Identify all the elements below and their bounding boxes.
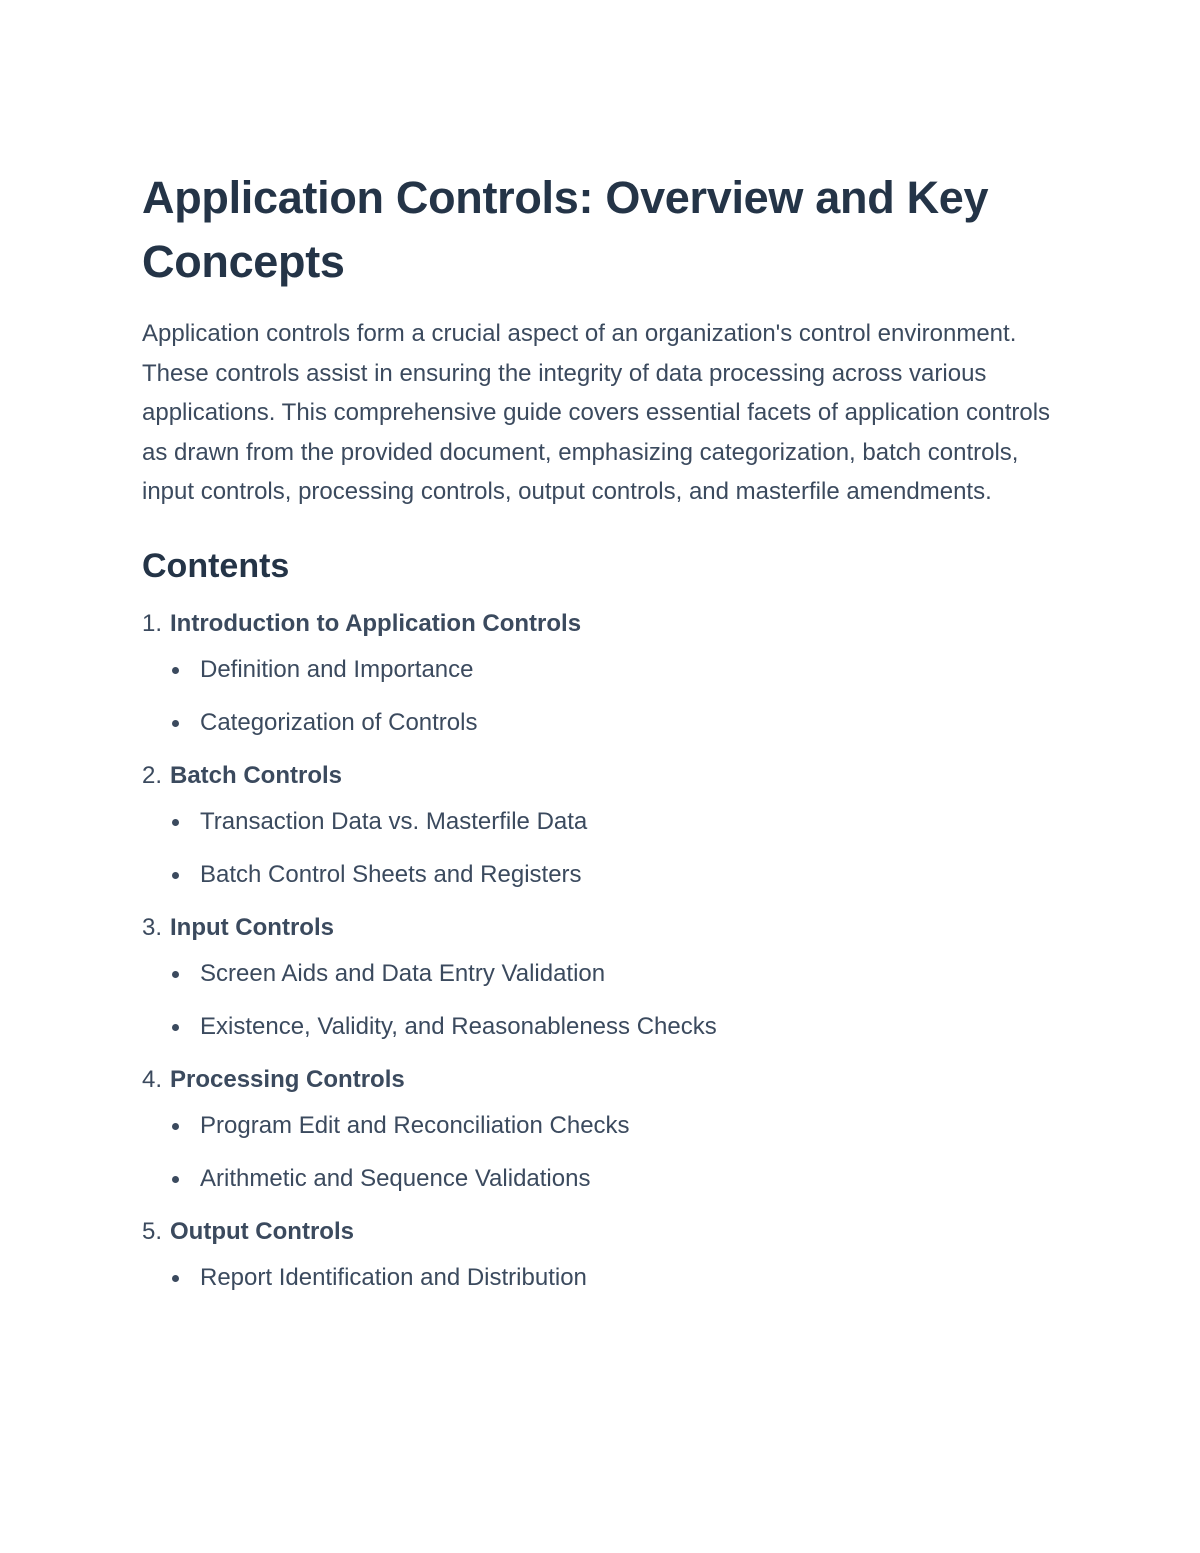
toc-subitem bbox=[142, 855, 1062, 895]
toc-subitem-label: Screen Aids and Data Entry Validation bbox=[200, 959, 606, 987]
toc-subitem-label: Categorization of Controls bbox=[200, 708, 478, 736]
bullet-icon bbox=[172, 1275, 179, 1282]
bullet-icon bbox=[172, 1024, 179, 1031]
toc-subitem bbox=[142, 650, 1062, 690]
toc-subitem bbox=[142, 954, 1062, 994]
toc-subitem-label: Batch Control Sheets and Registers bbox=[200, 860, 582, 888]
bullet-icon bbox=[172, 1176, 179, 1183]
bullet-icon bbox=[172, 667, 179, 674]
toc-subitem-label: Report Identification and Distribution bbox=[200, 1263, 587, 1291]
toc-subitem bbox=[142, 703, 1062, 743]
toc-subitems bbox=[142, 1106, 1062, 1199]
toc-subitem bbox=[142, 1106, 1062, 1146]
toc-section-title: Processing Controls bbox=[170, 1065, 405, 1093]
toc-subitem bbox=[142, 1007, 1062, 1047]
toc-subitems bbox=[142, 1258, 1062, 1298]
toc-section-heading bbox=[142, 908, 1062, 948]
toc-subitem-label: Arithmetic and Sequence Validations bbox=[200, 1164, 591, 1192]
toc-section-title: Batch Controls bbox=[170, 761, 343, 789]
toc-section bbox=[142, 756, 1062, 895]
toc-section-number: 2. bbox=[142, 761, 163, 789]
toc-subitem bbox=[142, 1258, 1062, 1298]
bullet-icon bbox=[172, 720, 179, 727]
toc-section-number: 5. bbox=[142, 1217, 163, 1245]
toc-subitem-label: Program Edit and Reconciliation Checks bbox=[200, 1111, 630, 1139]
bullet-icon bbox=[172, 971, 179, 978]
toc-section-heading bbox=[142, 604, 1062, 644]
toc-section bbox=[142, 604, 1062, 743]
toc-subitem bbox=[142, 802, 1062, 842]
document-page bbox=[142, 166, 1062, 1311]
toc-section bbox=[142, 1212, 1062, 1298]
toc-subitems bbox=[142, 650, 1062, 743]
toc-section bbox=[142, 908, 1062, 1047]
bullet-icon bbox=[172, 1123, 179, 1130]
toc-section-number: 1. bbox=[142, 609, 163, 637]
toc-section-title: Output Controls bbox=[170, 1217, 354, 1245]
toc-subitems bbox=[142, 954, 1062, 1047]
toc-section-heading bbox=[142, 756, 1062, 796]
page-title: Application Controls: Overview and Key Concepts bbox=[142, 172, 989, 287]
toc-section-title: Introduction to Application Controls bbox=[170, 609, 582, 637]
toc-subitems bbox=[142, 802, 1062, 895]
toc-section bbox=[142, 1060, 1062, 1199]
toc-section-heading bbox=[142, 1060, 1062, 1100]
toc-section-heading bbox=[142, 1212, 1062, 1252]
toc-section-number: 4. bbox=[142, 1065, 163, 1093]
toc-subitem-label: Transaction Data vs. Masterfile Data bbox=[200, 807, 588, 835]
bullet-icon bbox=[172, 872, 179, 879]
toc-subitem bbox=[142, 1159, 1062, 1199]
toc-section-title: Input Controls bbox=[170, 913, 334, 941]
intro-paragraph: Application controls form a crucial aspect of an organization's control environment. These controls assist in ensuring the integrity of data processing across various applications. This comprehensive guide covers essential facets of application controls as drawn from the provided document, emphasizing categorization, batch controls, input controls, processing controls, output controls, and masterfile amendments. bbox=[142, 320, 1051, 506]
table-of-contents bbox=[142, 604, 1062, 1298]
toc-subitem-label: Existence, Validity, and Reasonableness Checks bbox=[200, 1012, 717, 1040]
toc-section-number: 3. bbox=[142, 913, 163, 941]
toc-subitem-label: Definition and Importance bbox=[200, 655, 474, 683]
bullet-icon bbox=[172, 819, 179, 826]
contents-heading: Contents bbox=[142, 546, 290, 585]
